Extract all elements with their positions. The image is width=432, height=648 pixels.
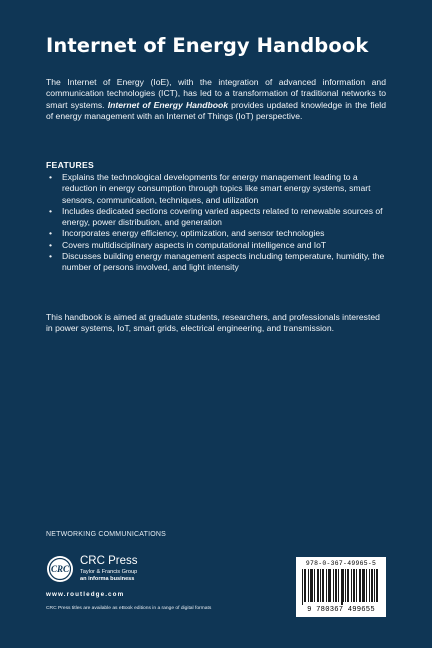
bullet-icon: • — [49, 239, 53, 250]
bullet-icon: • — [49, 172, 53, 182]
barcode-bar — [369, 569, 370, 602]
features-list — [46, 172, 386, 274]
bullet-icon: • — [49, 228, 53, 239]
intro-text-end: provides updated knowledge in the field of energy management with an Internet of Things (IoT) perspective. — [46, 99, 386, 121]
barcode-bar — [338, 569, 339, 602]
feature-text: Includes dedicated sections covering varied aspects related to renewable sources of energy, power distribution, and generation — [62, 205, 383, 228]
publisher-block — [80, 556, 138, 583]
barcode-bar — [330, 569, 331, 602]
barcode-bar — [363, 569, 364, 602]
intro-text-start: The Internet of Energy (IoE), with the integration of advanced information and communication technologies (ICT), has led to a transformation of traditional networks to smart systems. — [46, 77, 386, 110]
barcode-bar — [347, 569, 348, 602]
barcode-bar — [310, 569, 311, 602]
barcode-bar — [302, 569, 303, 605]
barcode-bar — [320, 569, 321, 602]
barcode-bar — [318, 569, 319, 602]
barcode-bar — [335, 569, 336, 602]
barcode-bar — [353, 569, 354, 602]
barcode-bar — [348, 569, 349, 602]
barcode-bar — [364, 569, 365, 602]
barcode-bar — [360, 569, 361, 602]
isbn-barcode — [296, 557, 386, 617]
feature-text: Discusses building energy management aspects including temperature, humidity, the number of persons involved, and light intensity — [62, 251, 385, 273]
feature-text: Covers multidisciplinary aspects in computational intelligence and IoT — [62, 239, 327, 250]
barcode-bar — [323, 569, 324, 602]
barcode-bar — [342, 569, 343, 605]
feature-item — [46, 206, 386, 229]
bullet-icon: • — [49, 205, 53, 216]
barcode-bar — [341, 569, 342, 605]
ebook-note: CRC Press titles are available as eBook editions in a range of digital formats — [46, 606, 212, 611]
barcode-bar — [311, 569, 312, 602]
bullet-icon: • — [49, 251, 53, 262]
isbn-top-text: 978-0-367-49965-5 — [305, 560, 377, 567]
barcode-bar — [345, 569, 346, 602]
barcode-bar — [312, 569, 313, 602]
barcode-icon — [302, 569, 380, 605]
barcode-bar — [374, 569, 375, 602]
barcode-bar — [377, 569, 378, 602]
barcode-bar — [356, 569, 357, 602]
feature-text: Incorporates energy efficiency, optimization, and sensor technologies — [62, 228, 325, 239]
barcode-bar — [343, 569, 344, 602]
publisher-group: Taylor & Francis Group — [80, 568, 138, 575]
crc-logo-icon — [46, 555, 74, 583]
barcode-bar — [336, 569, 337, 602]
barcode-bar — [329, 569, 330, 602]
barcode-bar — [351, 569, 352, 602]
barcode-bar — [328, 569, 329, 602]
barcode-bar — [333, 569, 334, 602]
feature-item — [46, 228, 386, 239]
barcode-bar — [376, 569, 377, 602]
barcode-bar — [354, 569, 355, 602]
publisher-business: an informa business — [80, 576, 135, 583]
feature-item — [46, 240, 386, 251]
barcode-bar — [314, 569, 315, 602]
website-link[interactable]: www.routledge.com — [46, 591, 125, 598]
barcode-bar — [317, 569, 318, 602]
barcode-bar — [359, 569, 360, 602]
feature-text: Explains the technological developments for energy management leading to a reduction in energy consumption through topics like smart energy systems, smart sensors, communication, techniques, and utilization — [62, 172, 371, 205]
barcode-bar — [366, 569, 367, 602]
barcode-bar — [371, 569, 372, 602]
barcode-bar — [322, 569, 323, 602]
book-title: Internet of Energy Handbook — [46, 34, 369, 57]
barcode-bar — [362, 569, 363, 602]
feature-item — [46, 251, 386, 274]
features-heading: FEATURES — [46, 160, 95, 170]
barcode-bar — [372, 569, 373, 602]
intro-book-title: Internet of Energy Handbook — [107, 99, 228, 110]
crc-logo-text: CRC — [50, 564, 70, 575]
feature-item — [46, 172, 386, 206]
isbn-bottom-text: 9 780367 499655 — [307, 606, 375, 614]
series-label: NETWORKING COMMUNICATIONS — [46, 531, 166, 538]
barcode-bar — [304, 569, 305, 602]
barcode-bar — [305, 569, 306, 602]
audience-paragraph: This handbook is aimed at graduate students, researchers, and professionals interested in power systems, IoT, smart grids, electrical engineering, and transmission. — [46, 312, 380, 334]
publisher-name: CRC Press — [80, 555, 138, 567]
intro-paragraph — [46, 77, 386, 122]
barcode-bar — [308, 569, 309, 602]
barcode-bar — [326, 569, 327, 602]
